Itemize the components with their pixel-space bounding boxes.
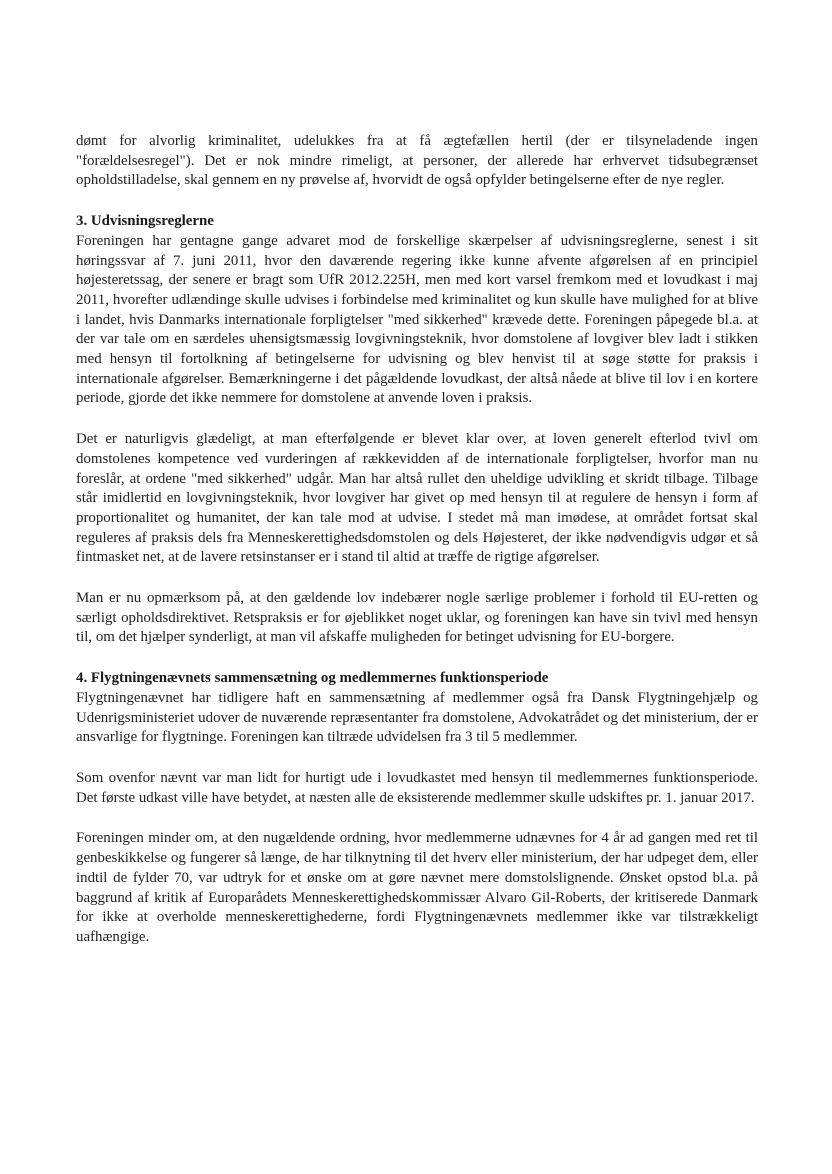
intro-paragraph: dømt for alvorlig kriminalitet, udelukkes fra at få ægtefællen hertil (der er tilsyneladende ingen "forældelsesregel"). Det er nok mindre rimeligt, at personer, der allerede har erhvervet tidsubegrænset opholdstilladelse, skal gennem en ny prøvelse af, hvorvidt de også opfylder betingelserne efter de nye regler. — [76, 133, 758, 189]
section-4-paragraph-3: Foreningen minder om, at den nugældende ordning, hvor medlemmerne udnævnes for 4 år ad gangen med ret til genbeskikkelse og fungerer så længe, de har tilknytning til det hverv eller ministerium, der har udpeget dem, eller indtil de fylder 70, var udtryk for et ønske om at gøre nævnet mere domstolslignende. Ønsket opstod bl.a. på baggrund af kritik af Europarådets Menneskerettighedskommissær Alvaro Gil-Roberts, der kritiserede Danmark for ikke at overholde menneskerettighederne, fordi Flygtningenævnets medlemmer ikke var tilstrækkeligt uafhængige. — [76, 830, 758, 945]
section-3-paragraph-1: Foreningen har gentagne gange advaret mod de forskellige skærpelser af udvisningsreglerne, senest i sit høringssvar af 7. juni 2011, hvor den daværende regering ikke kunne afvente afgørelsen af en principiel højesteretssag, der senere er bragt som UfR 2012.225H, men med kort varsel fremkom med et lovudkast i maj 2011, hvorefter udlændinge skulle udvises i forbindelse med kriminalitet og kun skulle have mulighed for at blive i landet, hvis Danmarks internationale forpligtelser "med sikkerhed" krævede dette. Foreningen påpegede bl.a. at der var tale om en særdeles uhensigtsmæssig lovgivningsteknik, hvor domstolene af lovgiver blev ladt i stikken med hensyn til fortolkning af betingelserne for udvisning og blev henvist til at søge støtte for praksis i internationale afgørelser. Bemærkningerne i det pågældende lovudkast, der altså nåede at blive til lov i en kortere periode, gjorde det ikke nemmere for domstolene at anvende loven i praksis. — [76, 232, 758, 407]
document-body — [76, 132, 758, 969]
section-4-paragraph-1: Flygtningenævnet har tidligere haft en sammensætning af medlemmer også fra Dansk Flygtningehjælp og Udenrigsministeriet udover de nuværende repræsentanter fra domstolene, Advokatrådet og det ministerium, der er ansvarlige for flygtninge. Foreningen kan tiltræde udvidelsen fra 3 til 5 medlemmer. — [76, 689, 758, 746]
section-3-paragraph-2: Det er naturligvis glædeligt, at man efterfølgende er blevet klar over, at loven generelt efterlod tvivl om domstolenes kompetence ved vurderingen af rækkevidden af de internationale forpligtelser, hvorfor man nu foreslår, at ordene "med sikkerhed" udgår. Man har altså rullet den uheldige udvikling et skridt tilbage. Tilbage står imidlertid en lovgivningsteknik, hvor lovgiver har givet op med hensyn til at regulere de hensyn i form af proportionalitet og humanitet, der kan tale mod at udvise. I stedet må man imødese, at området fortsat skal reguleres af praksis dels fra Menneskerettighedsdomstolen og dels Højesteret, der ikke nødvendigvis udgør et så fintmasket net, at de lavere retsinstanser er i stand til altid at træffe de rigtige afgørelser. — [76, 431, 758, 566]
section-4-paragraph-2: Som ovenfor nævnt var man lidt for hurtigt ude i lovudkastet med hensyn til medlemmernes funktionsperiode. Det første udkast ville have betydet, at næsten alle de eksisterende medlemmer skulle udskiftes pr. 1. januar 2017. — [76, 769, 758, 806]
section-3-heading: 3. Udvisningsreglerne — [76, 213, 214, 230]
section-4-heading: 4. Flygtningenævnets sammensætning og medlemmernes funktionsperiode — [76, 670, 549, 687]
section-3-paragraph-3: Man er nu opmærksom på, at den gældende lov indebærer nogle særlige problemer i forhold til EU-retten og særligt opholdsdirektivet. Retspraksis er for øjeblikket noget uklar, og foreningen kan have sin tvivl med hensyn til, om det hjælper synderligt, at man vil afskaffe muligheden for betinget udvisning for EU-borgere. — [76, 590, 758, 646]
